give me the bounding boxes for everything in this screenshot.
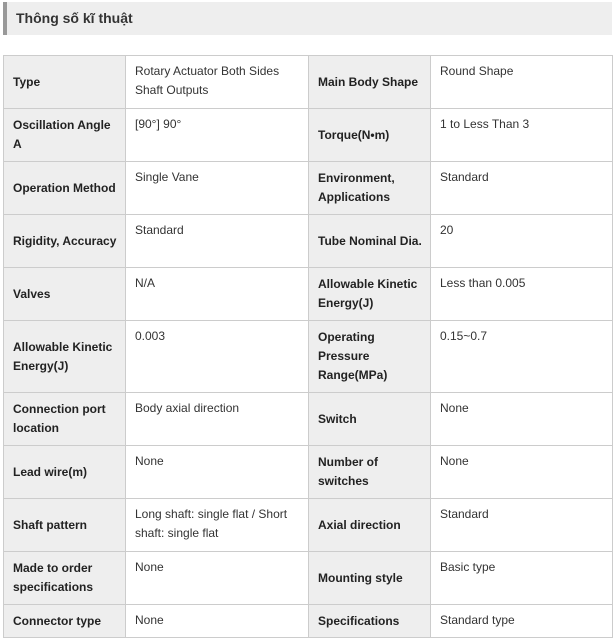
spec-label: Operation Method (4, 162, 126, 215)
spec-value: Single Vane (126, 162, 309, 215)
spec-table (3, 55, 613, 638)
spec-label: Number of switches (309, 446, 431, 499)
section-title: Thông số kĩ thuật (16, 10, 133, 26)
spec-label: Axial direction (309, 499, 431, 552)
spec-value: Rotary Actuator Both Sides Shaft Outputs (126, 56, 309, 109)
spec-row (4, 215, 613, 268)
spec-label: Torque(N•m) (309, 109, 431, 162)
spec-label: Specifications (309, 605, 431, 638)
spec-label: Mounting style (309, 552, 431, 605)
spec-label: Operating Pressure Range(MPa) (309, 321, 431, 393)
spec-label: Connector type (4, 605, 126, 638)
spec-value: Basic type (431, 552, 613, 605)
spec-value: Round Shape (431, 56, 613, 109)
spec-value: 1 to Less Than 3 (431, 109, 613, 162)
spec-label: Type (4, 56, 126, 109)
spec-label: Rigidity, Accuracy (4, 215, 126, 268)
spec-value: N/A (126, 268, 309, 321)
spec-value: None (431, 446, 613, 499)
spec-label: Tube Nominal Dia. (309, 215, 431, 268)
spec-label: Allowable Kinetic Energy(J) (309, 268, 431, 321)
spec-value: None (126, 446, 309, 499)
spec-row (4, 605, 613, 638)
spec-row (4, 393, 613, 446)
spec-row (4, 499, 613, 552)
spec-row (4, 56, 613, 109)
spec-label: Valves (4, 268, 126, 321)
spec-value: 0.003 (126, 321, 309, 393)
spec-label: Allowable Kinetic Energy(J) (4, 321, 126, 393)
spec-value: 20 (431, 215, 613, 268)
spec-label: Lead wire(m) (4, 446, 126, 499)
spec-row (4, 552, 613, 605)
section-header (3, 2, 612, 35)
spec-value: 0.15~0.7 (431, 321, 613, 393)
spec-label: Connection port location (4, 393, 126, 446)
spec-label: Main Body Shape (309, 56, 431, 109)
spec-row (4, 321, 613, 393)
spec-label: Oscillation Angle A (4, 109, 126, 162)
spec-value: Standard type (431, 605, 613, 638)
spec-row (4, 268, 613, 321)
spec-value: None (431, 393, 613, 446)
spec-label: Made to order specifications (4, 552, 126, 605)
spec-value: Standard (126, 215, 309, 268)
spec-value: None (126, 605, 309, 638)
spec-row (4, 446, 613, 499)
spec-label: Shaft pattern (4, 499, 126, 552)
spec-value: Standard (431, 162, 613, 215)
spec-label: Environment, Applications (309, 162, 431, 215)
spec-value: Body axial direction (126, 393, 309, 446)
spec-row (4, 109, 613, 162)
spec-value: Standard (431, 499, 613, 552)
spec-value: Long shaft: single flat / Short shaft: single flat (126, 499, 309, 552)
spec-value: None (126, 552, 309, 605)
spec-value: [90°] 90° (126, 109, 309, 162)
spec-row (4, 162, 613, 215)
spec-value: Less than 0.005 (431, 268, 613, 321)
spec-label: Switch (309, 393, 431, 446)
